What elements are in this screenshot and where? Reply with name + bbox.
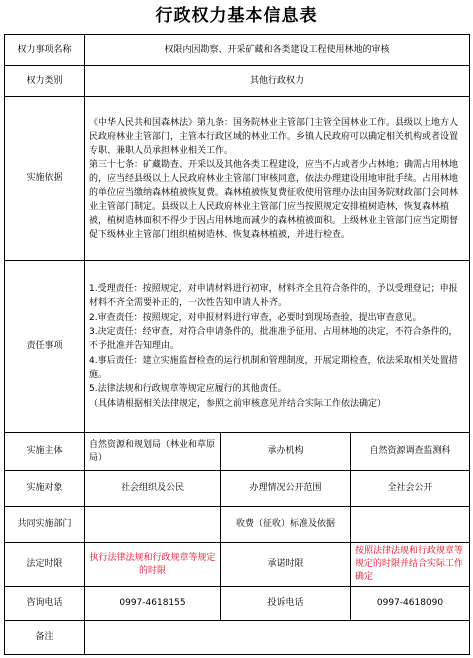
category-label: 权力类别 bbox=[5, 66, 85, 97]
joint-dept-label: 共同实施部门 bbox=[5, 507, 85, 543]
page-title: 行政权力基本信息表 bbox=[155, 6, 318, 26]
duty-item: （具体请根据相关法律规定，参照之前审核意见并结合实际工作依法确定） bbox=[89, 398, 387, 409]
row-subject bbox=[5, 433, 470, 471]
info-table bbox=[4, 34, 470, 655]
category-value: 其他行政权力 bbox=[85, 66, 470, 97]
target-value: 社会组织及公民 bbox=[85, 471, 221, 507]
complaint-phone-label: 投诉电话 bbox=[221, 587, 351, 621]
row-power-name bbox=[5, 35, 470, 66]
remark-value bbox=[85, 621, 470, 655]
power-name-label: 权力事项名称 bbox=[5, 35, 85, 66]
duty-item: 3.决定责任：经审查，对符合申请条件的，批准准予征用、占用林地的决定，不符合条件的，不予批准并告知理由。 bbox=[89, 327, 458, 352]
basis-paragraph: 《中华人民共和国森林法》第九条：国务院林业主管部门主管全国林业工作。县级以上地方人民政府林业主管部门，主管本行政区域的林业工作。乡镇人民政府可以确定相关机构或者设置专职、兼职人员承担林业相关工作。 bbox=[89, 117, 459, 156]
row-remark bbox=[5, 621, 470, 655]
row-basis bbox=[5, 97, 470, 261]
fee-standard-value bbox=[351, 507, 470, 543]
basis-label: 实施依据 bbox=[5, 97, 85, 261]
subject-value: 自然资源和规划局（林业和草原局） bbox=[85, 433, 221, 471]
duties-label: 责任事项 bbox=[5, 261, 85, 433]
handling-agency-label: 承办机构 bbox=[221, 433, 351, 471]
row-joint bbox=[5, 507, 470, 543]
promised-time-limit-value: 按照法律法规和行政规章等规定的时限并结合实际工作确定 bbox=[351, 543, 470, 587]
row-target bbox=[5, 471, 470, 507]
row-category bbox=[5, 66, 470, 97]
consult-phone-value: 0997-4618155 bbox=[85, 587, 221, 621]
complaint-phone-value: 0997-4618090 bbox=[351, 587, 470, 621]
basis-text bbox=[85, 97, 470, 261]
target-label: 实施对象 bbox=[5, 471, 85, 507]
power-name-value: 权限内因勘察、开采矿藏和各类建设工程使用林地的审核 bbox=[85, 35, 470, 66]
duty-item: 5.法律法规和行政规章等规定应履行的其他责任。 bbox=[89, 384, 287, 395]
disclosure-scope-value: 全社会公开 bbox=[351, 471, 470, 507]
basis-paragraph: 第三十七条：矿藏勘查、开采以及其他各类工程建设，应当不占或者少占林地；确需占用林地的，应当经县级以上人民政府林业主管部门审核同意，依法办理建设用地审批手续。占用林地的单位应当缴纳森林植被恢复费。森林植被恢复费征收使用管理办法由国务院财政部门会同林业主管部门制定。县级以上人民政府林业主管部门应当按照规定安排植树造林，恢复森林植被，植树造林面积不得少于因占用林地而减少的森林植被面积。上级林业主管部门应当定期督促下级林业主管部门组织植树造林、恢复森林植被，并进行检查。 bbox=[89, 159, 459, 240]
consult-phone-label: 咨询电话 bbox=[5, 587, 85, 621]
duty-item: 2.审查责任：按照规定，对申报材料进行审查，必要时到现场查验，提出审查意见。 bbox=[89, 312, 422, 323]
legal-time-limit-value: 执行法律法规和行政规章等规定的时限 bbox=[85, 543, 221, 587]
disclosure-scope-label: 办理情况公开范围 bbox=[221, 471, 351, 507]
row-time-limit bbox=[5, 543, 470, 587]
joint-dept-value bbox=[85, 507, 221, 543]
promised-time-limit-label: 承诺时限 bbox=[221, 543, 351, 587]
row-phone bbox=[5, 587, 470, 621]
duty-item: 4.事后责任：建立实施监督检查的运行机制和管理制度，开展定期检查，依法采取相关处置措施。 bbox=[89, 355, 458, 380]
duties-text bbox=[85, 261, 470, 433]
fee-standard-label: 收费（征收）标准及依据 bbox=[221, 507, 351, 543]
duty-item: 1.受理责任：按照规定，对申请材料进行初审，材料齐全且符合条件的，予以受理登记；申报材料不齐全需要补正的，一次性告知申请人补齐。 bbox=[89, 284, 458, 309]
remark-label: 备注 bbox=[5, 621, 85, 655]
legal-time-limit-label: 法定时限 bbox=[5, 543, 85, 587]
handling-agency-value: 自然资源调查监测科 bbox=[351, 433, 470, 471]
subject-label: 实施主体 bbox=[5, 433, 85, 471]
row-duties bbox=[5, 261, 470, 433]
